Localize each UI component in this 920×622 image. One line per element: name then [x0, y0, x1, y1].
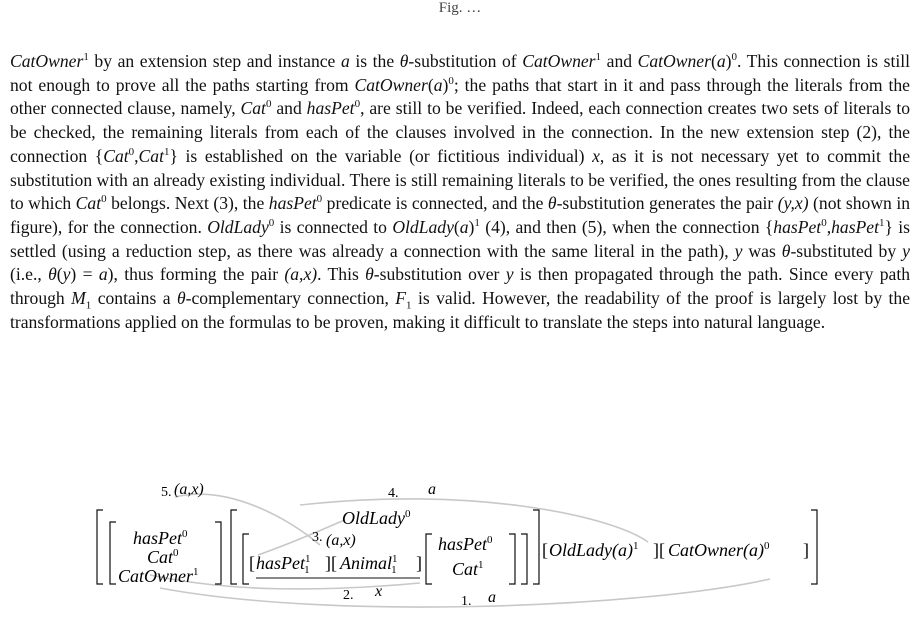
innercol-left-bracket	[426, 534, 432, 584]
outer-left-bracket	[97, 510, 103, 584]
bracket-glyph: ]	[416, 553, 422, 573]
clause2-left-bracket	[231, 510, 237, 584]
matrix-literal: Cat$^0$	[147, 547, 179, 567]
col1-left-bracket	[110, 522, 116, 584]
matrix-literal: hasPet$^0$	[438, 534, 493, 554]
connection-substitution-label: a	[428, 481, 436, 498]
bracket-glyph: ]	[803, 540, 809, 560]
matrix-literal: CatOwner$^1$	[118, 566, 199, 586]
connection-step-number: 3.	[312, 530, 323, 545]
col1-right-bracket	[215, 522, 221, 584]
connection-step-number: 4.	[388, 486, 399, 501]
connection-step-number: 2.	[343, 588, 354, 603]
innercol-right-bracket	[509, 534, 515, 584]
matrix-literal: Cat$^1$	[452, 559, 484, 579]
matrix-literal: OldLady$^0$	[342, 508, 411, 528]
connection-substitution-label: (a,x)	[174, 481, 204, 498]
connection-step-number: 5.	[161, 485, 172, 500]
matrix-literal: $OldLady(a)^1$	[549, 540, 639, 560]
matrix-literal: $CatOwner(a)^0$	[668, 540, 770, 560]
outer-right-bracket	[811, 510, 817, 584]
bracket-glyph: ][	[653, 540, 665, 560]
body-paragraph: CatOwner$^1$ by an extension step and instance a is the θ-substitution of CatOwner$^1$ and $CatOwner(a)^0$. This connection is still not enough to prove all the paths starting from $CatOwner(a)^0$; the paths that start in it and pass through the literals from the other connected clause, namely, Cat$^0$ and hasPet$^0$, are still to be verified. Indeed, each connection creates two sets of literals to be checked, the remaining literals from each of the clauses involved in the connection. In the new extension step (2), the connection {Cat$^0$,Cat$^1$} is established on the variable (or fictitious individual) x, as it is not necessary yet to commit the substitution with an already existing individual. There is still remaining literals to be verified, the ones resulting from the clause to which Cat$^0$ belongs. Next (3), the hasPet$^0$ predicate is connected, and the θ-substitution generates the pair (y,x) (not shown in figure), for the connection. OldLady$^0$ is connected to $OldLady(a)^1$ (4), and then (5), when the connection {hasPet$^0$,hasPet$^1$} is settled (using a reduction step, as there was already a connection with the same literal in the path), y was θ-substituted by y (i.e., θ(y) = a), thus forming the pair (a,x). This θ-substitution over y is then propagated through the path. Since every path through $M_1$ contains a θ-complementary connection, $F_1$ is valid. However, the readability of the proof is largely lost by the transformations applied on the formulas to be proven, making it difficult to translate the steps into natural language.	[10, 51, 911, 332]
running-header: Fig. …	[438, 0, 482, 16]
connection-substitution-label: a	[488, 589, 496, 606]
connection-arc-5	[175, 494, 320, 545]
connection-substitution-label: (a,x)	[326, 532, 356, 549]
matrix-literal: hasPet$^1$ 1	[256, 553, 311, 576]
bracket-glyph: [	[542, 540, 548, 560]
matrix-literal: hasPet$^0$	[133, 528, 188, 548]
clause2-right-bracket	[533, 510, 539, 584]
connection-step-number: 1.	[461, 594, 472, 609]
bracket-glyph: ][	[325, 553, 337, 573]
bracket-glyph: [	[249, 553, 255, 573]
matrix-literal: Animal$^1$ 1	[340, 553, 398, 576]
inner-right-bracket	[521, 534, 527, 584]
connection-substitution-label: x	[375, 583, 383, 600]
